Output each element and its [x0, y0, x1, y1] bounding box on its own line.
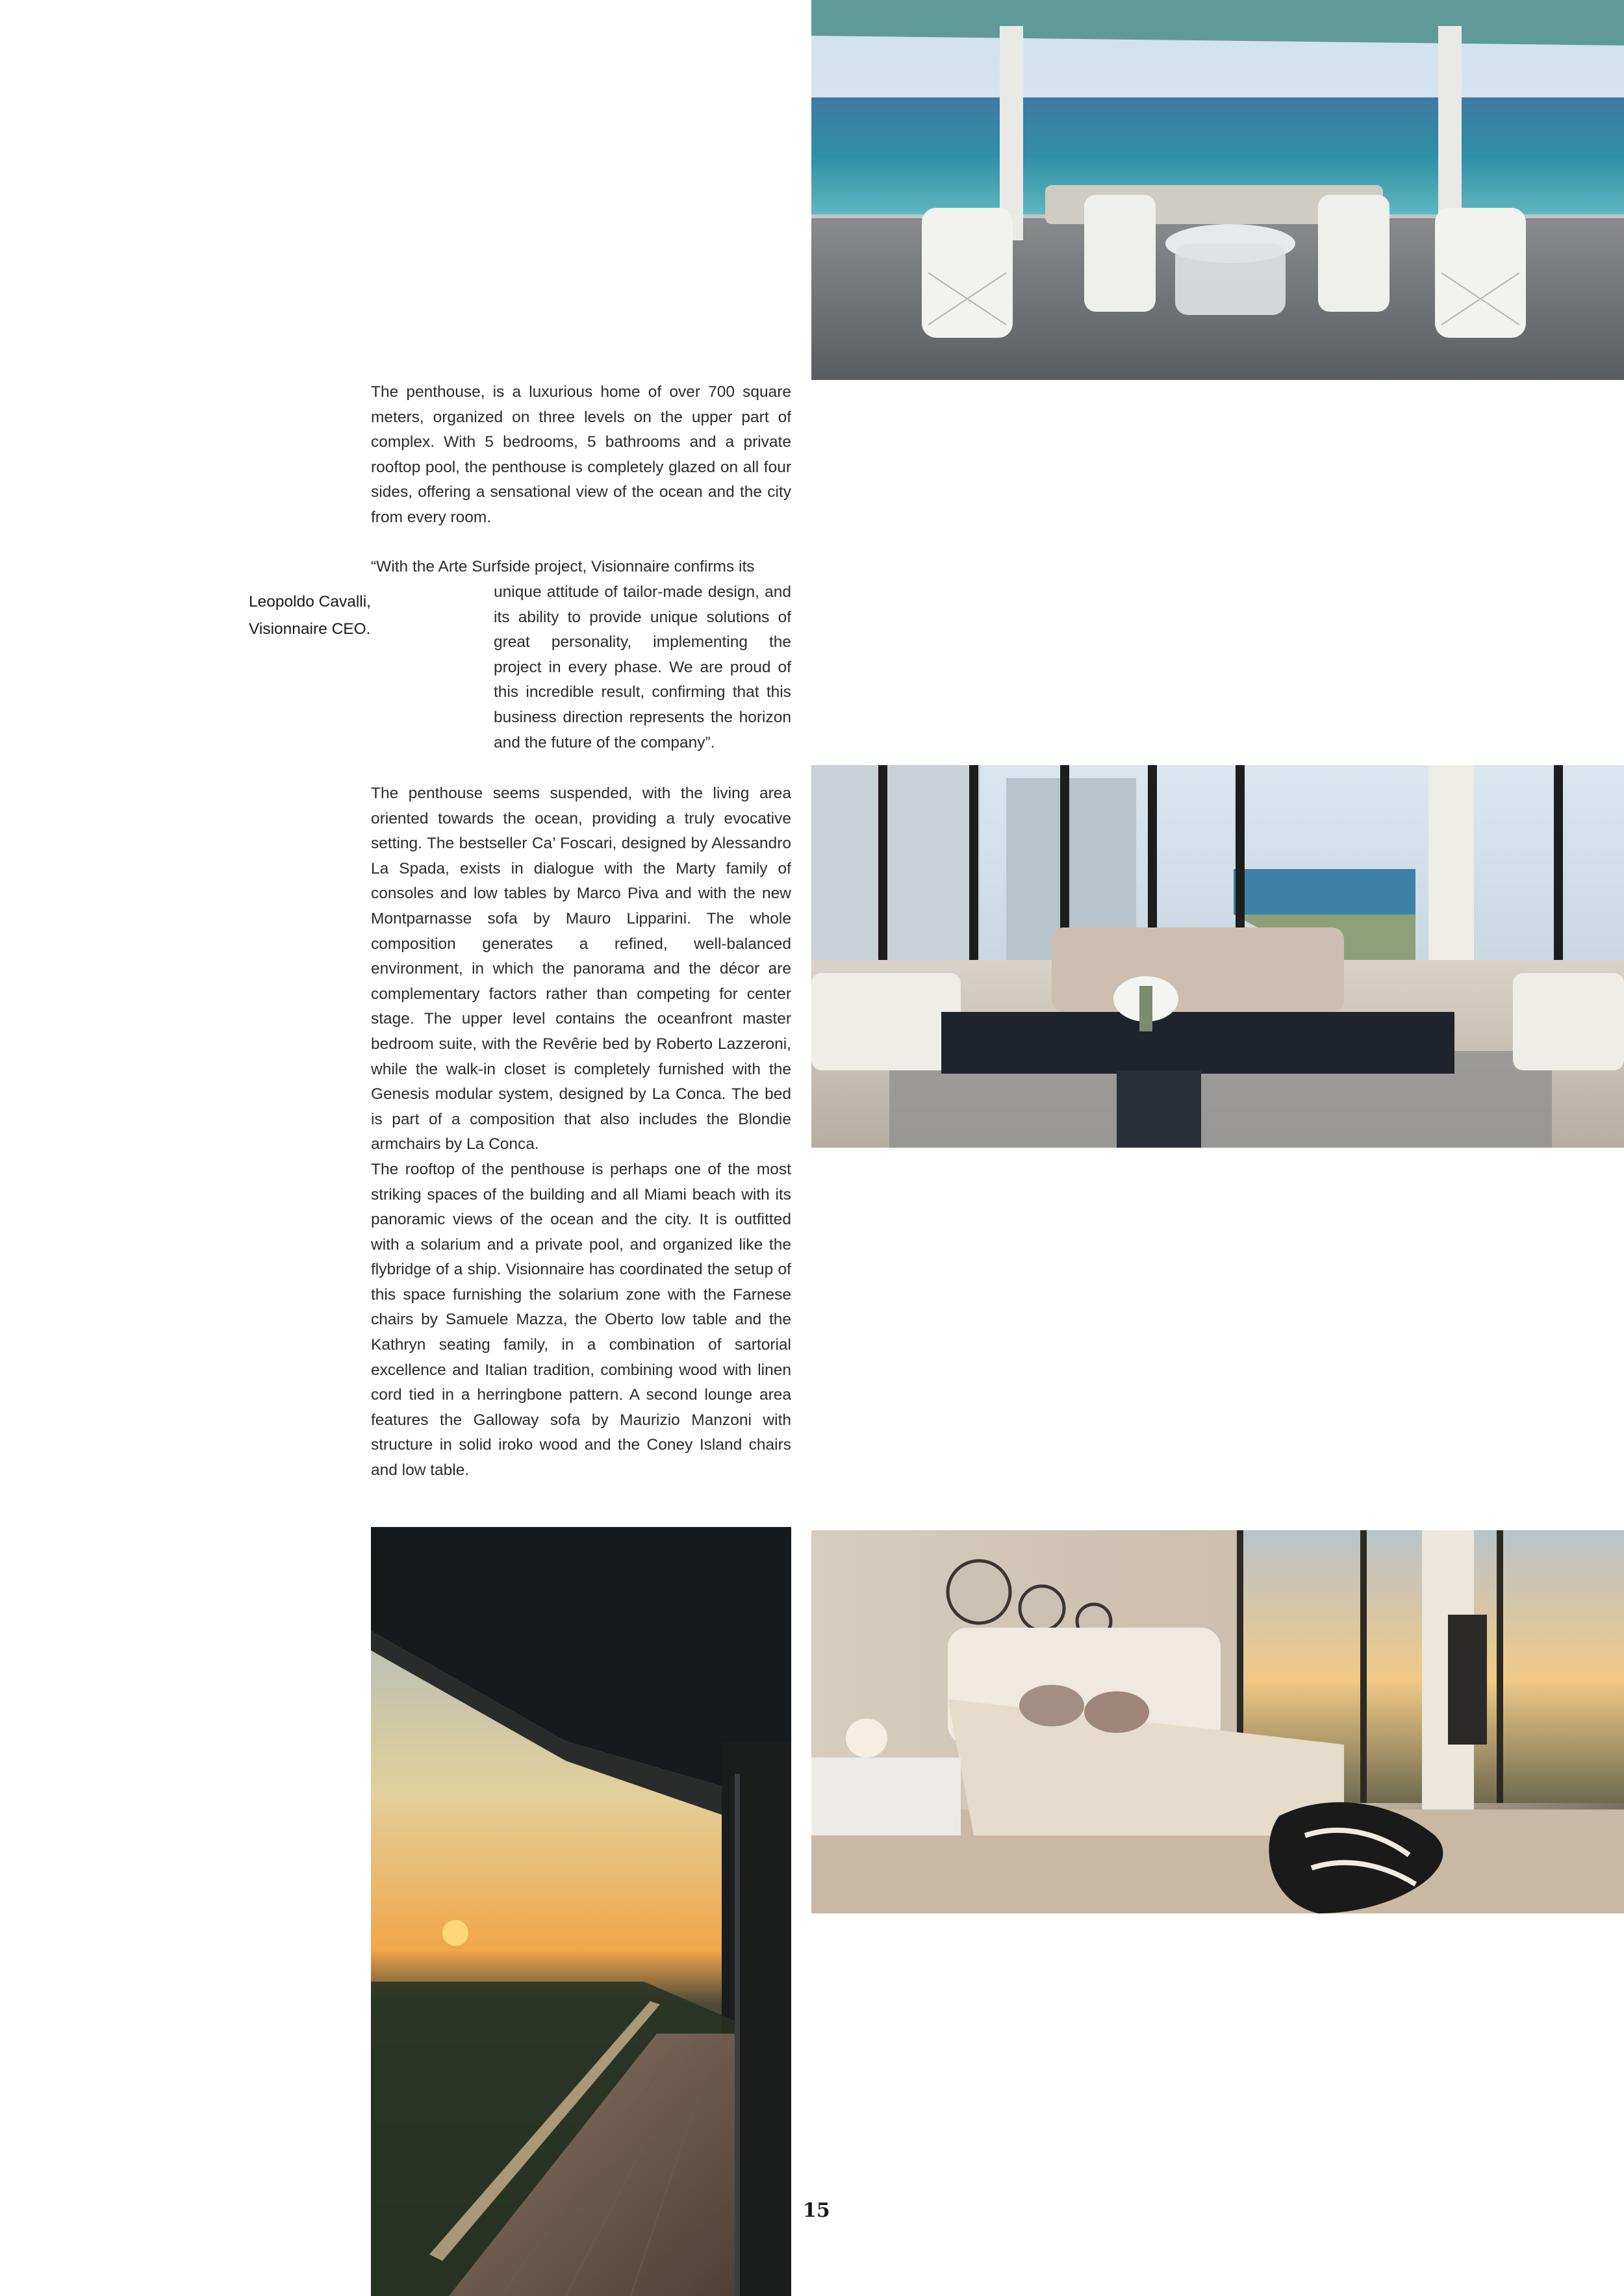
ceo-quote: unique attitude of tailor-made design, and its ability to provide unique solutions of great personality, implementing the project in every phase. We are proud of this incredible result, confirming that this business direction represents the horizon and the future of the company”.: [494, 583, 791, 751]
article-paragraph-intro: [371, 380, 791, 531]
photo-rooftop-terrace: [811, 0, 1624, 380]
attribution-title: Visionnaire CEO.: [249, 620, 371, 638]
page-number: 15: [803, 2199, 830, 2222]
photo-master-bedroom: [811, 1530, 1624, 1913]
paragraph-rooftop: The rooftop of the penthouse is perhaps one of the most striking spaces of the building and all Miami beach with its panoramic views of the ocean and the city. It is outfitted with a solarium and a private pool, and organized like the flybridge of a ship. Visionnaire has coordinated the setup of this space furnishing the solarium zone with the Farnese chairs by Samuele Mazza, the Oberto low table and the Kathryn seating family, in a combination of sartorial excellence and Italian tradition, combining wood with linen cord tied in a herringbone pattern. A second lounge area features the Galloway sofa by Maurizio Manzoni with structure in solid iroko wood and the Coney Island chairs and low table.: [371, 1160, 791, 1480]
photo-sunset-balcony: [371, 1527, 791, 2296]
attribution-name: Leopoldo Cavalli,: [249, 593, 371, 611]
quote-attribution: [249, 588, 392, 643]
paragraph-living-area: The penthouse seems suspended, with the living area oriented towards the ocean, providing a truly evocative setting. The bestseller Ca’ Foscari, designed by Alessandro La Spada, exists in dialogue with the Marty family of consoles and low tables by Marco Piva and with the new Montparnasse sofa by Mauro Lipparini. The whole composition generates a refined, well-balanced environment, in which the panorama and the décor are complementary factors rather than competing for center stage. The upper level contains the oceanfront master bedroom suite, with the Revêrie bed by Roberto Lazzeroni, while the walk-in closet is completely furnished with the Genesis modular system, designed by La Conca. The bed is part of a composition that also includes the Blondie armchairs by La Conca.: [371, 785, 791, 1154]
quote-opening-text: “With the Arte Surfside project, Visionnaire confirms its: [371, 558, 755, 575]
article-body: [371, 781, 791, 1483]
quote-opening-line: [371, 555, 791, 580]
photo-living-area: [811, 765, 1624, 1148]
paragraph-text: The penthouse, is a luxurious home of over 700 square meters, organized on three levels on the upper part of complex. With 5 bedrooms, 5 bathrooms and a private rooftop pool, the penthouse is completely glazed on all four sides, offering a sensational view of the ocean and the city from every room.: [371, 383, 791, 526]
